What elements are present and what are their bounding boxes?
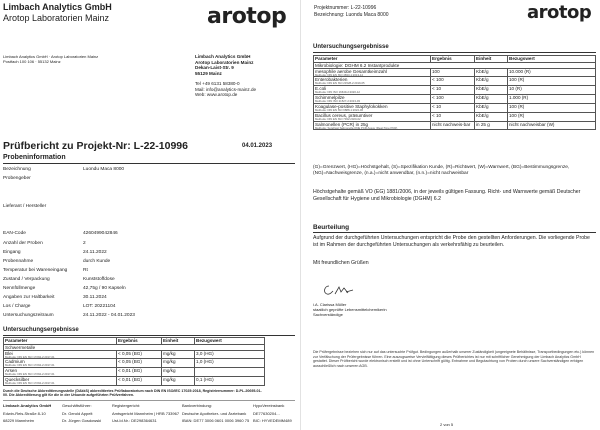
- address-line: 55129 Mainz: [195, 71, 222, 77]
- sender-line: Limbach Analytics GmbH · Arotop Laboratorien Mainz Postfach 100 106 · 55132 Mainz: [3, 54, 99, 64]
- signer-line: i.A. Clarissa Müller: [313, 302, 347, 307]
- footer-line: Bankverbindung:: [182, 403, 213, 408]
- label-nennfuellmenge: Nennfüllmenge: [3, 286, 36, 291]
- unit-value: mg/kg: [162, 350, 195, 359]
- project-number-label: Projektnummer: L-22-10996: [314, 5, 377, 11]
- unit-value: KbE/g: [475, 77, 508, 86]
- ref-value: [195, 368, 265, 377]
- result-value: < 100: [431, 77, 475, 86]
- param-name: mesophile aerobe Gesamtkeimzahl: [315, 68, 388, 74]
- label-probennahme: Probennahme: [3, 259, 34, 264]
- table-row: [4, 359, 265, 368]
- footer-line: Ust-Id.Nr.: DE298364631: [112, 418, 157, 424]
- greeting: Mit freundlichen Grüßen: [313, 260, 369, 266]
- value-probennahme: durch Kunde: [83, 259, 111, 264]
- group-label: Schwermetalle: [4, 344, 265, 350]
- address-line: Limbach Analytics GmbH: [195, 54, 251, 59]
- footer-col3: [112, 402, 179, 425]
- assessment-text: Aufgrund der durchgeführten Untersuchungen entspricht die Probe den gestellten Anforderungen. Die vorliegende Probe ist im Rahmen der durchgeführten Untersuchungen als verkehrsfähig zu beurteilen.: [313, 235, 590, 248]
- result-value: < 10: [431, 103, 475, 112]
- footer-line: Geschäftsführer:: [62, 403, 92, 408]
- col-bezugswert: Bezugswert: [508, 56, 596, 63]
- footer-line: Dr. Jürgen Gosdowski: [62, 418, 102, 424]
- footer-line: 68229 Mannheim: [3, 418, 34, 424]
- param-name: Blei: [5, 350, 13, 356]
- table-row: [314, 121, 596, 130]
- address-line: Web: www.arotop.de: [195, 92, 238, 98]
- signature: [322, 283, 356, 302]
- ref-value: 100 (R): [508, 77, 596, 86]
- table-row: [314, 103, 596, 112]
- param-name: Salmonellen (PCR) in 25g: [315, 121, 369, 127]
- reference-text: Höchstgehalte gemäß VO (EG) 1881/2006, in der jeweils gültigen Fassung. Richt- und Warnwerte gemäß Deutscher Gesellschaft für Hygiene und Mikrobiologie (DGHM) 6.2: [313, 189, 581, 202]
- value-anzahl: 2: [83, 241, 86, 246]
- ref-value: 1,0 (HG): [195, 359, 265, 368]
- unit-value: KbE/g: [475, 112, 508, 121]
- param-name: Koagulase-positive Staphylokokken: [315, 103, 388, 109]
- label-haltbarkeit: Angaben zur Haltbarkeit: [3, 295, 55, 300]
- param-name: Schimmelpilze: [315, 95, 345, 101]
- result-value: < 0,05 (BG): [117, 359, 162, 368]
- value-zustand: Kunststoffdose: [83, 277, 115, 282]
- param-name: Bacillus cereus, präsumtiver: [315, 112, 373, 118]
- label-anzahl: Anzahl der Proben: [3, 241, 43, 246]
- result-value: nicht nachweis-bar: [431, 121, 475, 130]
- ref-value: 100 (R): [508, 112, 596, 121]
- param-method: Methode: DIN EN ISO 4833-1:2013-12: [315, 72, 364, 77]
- result-value: < 0,01 (BG): [117, 377, 162, 386]
- arotop-logo: arotop: [527, 2, 592, 23]
- address-line: Arotop Laboratorien Mainz: [195, 59, 254, 65]
- value-temperatur: Rt: [83, 268, 88, 273]
- param-method: Methode: DIN EN ISO 6888-1:2022-06: [315, 107, 364, 112]
- unit-value: mg/kg: [162, 368, 195, 377]
- footer-col2: [62, 402, 101, 425]
- unit-value: KbE/g: [475, 68, 508, 77]
- label-zeitraum: Untersuchungszeitraum: [3, 313, 54, 318]
- param-method: Methode: DIN EN ISO 17294-2:2017-01: [5, 381, 55, 386]
- signature-mark: [322, 283, 356, 297]
- unit-value: KbE/g: [475, 103, 508, 112]
- value-bezeichnung: Luondu Maca 8000: [83, 167, 125, 172]
- ref-value: 100 (R): [508, 103, 596, 112]
- signer-line: staatlich geprüfte Lebensmittelchemikerin: [313, 307, 387, 313]
- result-value: < 100: [431, 95, 475, 104]
- address-line: Tel +49 6131 58380-0: [195, 80, 240, 86]
- table-row: [4, 368, 265, 377]
- signer-block: [313, 302, 387, 318]
- unit-value: mg/kg: [162, 377, 195, 386]
- result-value: < 10: [431, 112, 475, 121]
- label-probengeber: Probengeber: [3, 176, 31, 181]
- footer-col5: [253, 402, 292, 425]
- footer-col1: [3, 402, 51, 425]
- heavy-metals-table: [3, 337, 265, 386]
- param-method: Methode: SureFast Salmonella ONE PCR Assay (Real-Time PCR): [315, 125, 398, 130]
- value-ean: 4260499042846: [83, 231, 118, 236]
- company-name: Limbach Analytics GmbH: [3, 2, 112, 12]
- signer-line: Sachverständige: [313, 312, 343, 318]
- col-ergebnis: Ergebnis: [117, 338, 162, 345]
- ref-value: nicht nachweisbar (W): [508, 121, 596, 130]
- page-number: 2 von 5: [440, 422, 454, 427]
- footer-line: Registergericht:: [112, 403, 141, 408]
- result-value: 100: [431, 68, 475, 77]
- param-method: Methode: DIN EN ISO 17294-2:2017-01: [5, 363, 55, 368]
- col-einheit: Einheit: [475, 56, 508, 63]
- param-name: Cadmium: [5, 359, 25, 365]
- table-row: [314, 68, 596, 77]
- footer-line: DE77630204...: [253, 410, 280, 416]
- footer-line: Amtsgericht Mannheim | HRB 733967: [112, 410, 180, 416]
- assessment-heading: Beurteilung: [313, 224, 350, 231]
- footer-line: Edwin-Reis-Straße 8-10: [3, 410, 46, 416]
- col-einheit: Einheit: [162, 338, 195, 345]
- unit-value: in 25 g: [475, 121, 508, 130]
- param-method: Methode: DIN EN ISO 17294-2:2017-01: [5, 354, 55, 359]
- value-nennfuellmenge: 42,75g / 90 Kapseln: [83, 286, 126, 291]
- param-method: Methode: DIN EN ISO 21528-2:2019-05: [315, 81, 365, 86]
- param-name: Arsen: [5, 368, 18, 374]
- footer-col4: [182, 402, 249, 425]
- param-method: Methode: DIN EN ISO 7932:2020-02: [315, 116, 361, 121]
- footer-line: IBAN: DE77 3006 0601 0006 3960 75: [182, 418, 250, 424]
- col-parameter: Parameter: [314, 56, 431, 63]
- ref-value: 10 (R): [508, 86, 596, 95]
- report-date: 04.01.2023: [242, 143, 273, 149]
- table-row: [314, 95, 596, 104]
- ref-value: 0,1 (HG): [195, 377, 265, 386]
- accreditation-note: Durch die Deutsche Akkreditierungsstelle (DAkkS) akkreditiertes Prüflaboratorium nach DIN EN ISO/IEC 17025:2018, Registriernummer: D-PL-20695-01-00. Die Akkreditierung gilt für die in der Urkunde aufgeführten Prüfverfahren.: [3, 389, 262, 398]
- right-results-heading: Untersuchungsergebnisse: [313, 44, 389, 50]
- unit-value: KbE/g: [475, 86, 508, 95]
- table-row: [314, 86, 596, 95]
- value-eingang: 24.11.2022: [83, 250, 107, 255]
- report-title: Prüfbericht zu Projekt-Nr: L-22-10996: [3, 140, 188, 152]
- group-label: Mikrobiologie: DGHM 6.2 Instantprodukte: [314, 62, 596, 68]
- company-subname: Arotop Laboratorien Mainz: [3, 13, 110, 23]
- arotop-logo: arotop: [207, 4, 287, 29]
- value-charge: LOT: 20221104: [83, 304, 116, 309]
- col-ergebnis: Ergebnis: [431, 56, 475, 63]
- label-zustand: Zustand / Verpackung: [3, 277, 50, 282]
- col-bezugswert: Bezugswert: [195, 338, 265, 345]
- label-lieferant: Lieferant / Hersteller: [3, 204, 47, 209]
- designation-label: Bezeichnung: Luondu Maca 8000: [314, 12, 389, 18]
- col-parameter: Parameter: [4, 338, 117, 345]
- footer-line: BIC: HYVEDEMM489: [253, 418, 292, 424]
- param-method: Methode: DIN EN ISO 17294-2:2017-01: [5, 372, 55, 377]
- table-row: [4, 377, 265, 386]
- param-name: Quecksilber: [5, 377, 30, 383]
- footer-line: HypoVereinsbank: [253, 403, 285, 408]
- footer-line: Dr. Gerold Appelt: [62, 410, 93, 416]
- table-row: [4, 350, 265, 359]
- param-name: E.coli: [315, 86, 327, 92]
- result-value: < 0,01 (BG): [117, 368, 162, 377]
- microbiology-table: [313, 55, 596, 130]
- param-name: Enterobakterien: [315, 77, 348, 83]
- lab-address: [195, 54, 256, 98]
- param-method: Methode: DIN ISO 21527-2:2013-03: [315, 99, 360, 104]
- result-value: < 0,05 (BG): [117, 350, 162, 359]
- address-line: Dekan-Laist-Str. 9: [195, 65, 234, 71]
- table-row: [314, 77, 596, 86]
- footer-line: Deutsche Apotheker- und Ärztebank: [182, 410, 247, 416]
- unit-value: mg/kg: [162, 359, 195, 368]
- legend-text: (G)=Grenzwert, (HG)=Höchstgehalt, (S)=Spezifikation Kunde, (R)=Richtwert, (W)=Warnwert, (BG)=Bestimmungsgrenze, (NG)=Nachweisgrenze, (n.a.)=nicht anwendbar, (n.n.)=nicht nachweisbar: [313, 165, 570, 176]
- table-row: [314, 112, 596, 121]
- unit-value: KbE/g: [475, 95, 508, 104]
- label-temperatur: Temperatur bei Wareneingang: [3, 268, 68, 273]
- param-method: Methode: DIN ISO 16649-2:2020-12: [315, 90, 360, 95]
- left-results-heading: Untersuchungsergebnisse: [3, 327, 79, 333]
- label-charge: Los / Charge: [3, 304, 31, 309]
- ref-value: 3,0 (HG): [195, 350, 265, 359]
- disclaimer: Die Prüfergebnisse beziehen sich nur auf das untersuchte Prüfgut. Bedingungen außerhalb unserer Zuständigkeit (ungeeignete Behältnisse, Transportbedingungen etc.) können zur Verfälschung der Prüfergebnisse führen. Eine auszugsweise Vervielfältigung dieses Prüfberichtes ist nur mit schriftlicher Genehmigung der Limbach Analytics GmbH gestattet. Dieser Prüfbericht wurde elektronisch erstellt und ist ohne Unterschrift gültig. Entnahme und Begutachtung von Proben durch unsere Sachverständigen erfolgen ausschließlich nach unseren AGB.: [313, 350, 595, 369]
- result-value: < 10: [431, 86, 475, 95]
- label-eingang: Eingang: [3, 250, 21, 255]
- label-ean: EAN-Code: [3, 231, 26, 236]
- ref-value: 10.000 (R): [508, 68, 596, 77]
- footer-line: Limbach Analytics GmbH: [3, 403, 52, 408]
- address-line: Mail: info@analytics-mainz.de: [195, 86, 257, 92]
- label-bezeichnung: Bezeichnung: [3, 167, 31, 172]
- ref-value: 1.000 (R): [508, 95, 596, 104]
- page-divider: [300, 0, 301, 430]
- value-zeitraum: 24.11.2022 - 04.01.2023: [83, 313, 135, 318]
- section-probeninformation: Probeninformation: [3, 154, 66, 161]
- value-haltbarkeit: 30.11.2024: [83, 295, 107, 300]
